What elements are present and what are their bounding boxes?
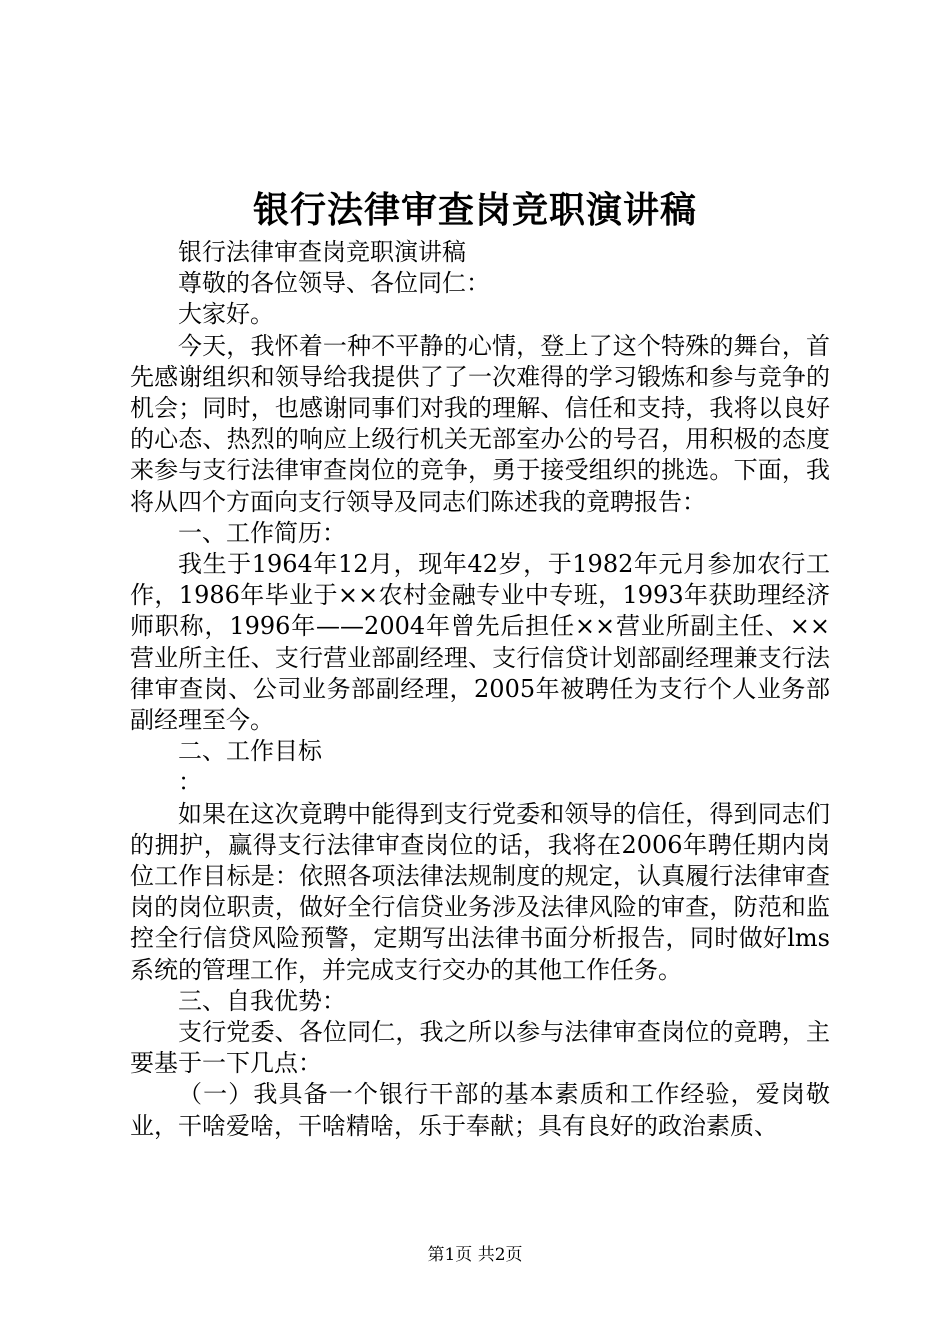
paragraph-subtitle: 银行法律审查岗竞职演讲稿 bbox=[178, 238, 466, 266]
paragraph-colon: ： bbox=[178, 768, 202, 797]
document-title: 银行法律审查岗竞职演讲稿 bbox=[252, 189, 697, 231]
paragraph-greeting: 大家好。 bbox=[178, 300, 274, 329]
paragraph-advantage-one: （一）我具备一个银行干部的基本素质和工作经验，爱岗敬业，干啥爱啥，干啥精啥，乐于奉献；具有良好的政治素质、 bbox=[130, 1080, 830, 1140]
paragraph-resume: 我生于1964年12月，现年42岁，于1982年元月参加农行工作，1986年毕业于××农村金融专业中专班，1993年获助理经济师职称，1996年——2004年曾先后担任××营业所副主任、××营业所主任、支行营业部副经理、支行信贷计划部副经理兼支行法律审查岗、公司业务部副经理，2005年被聘任为支行个人业务部副经理至今。 bbox=[130, 550, 830, 735]
paragraph-salutation: 尊敬的各位领导、各位同仁： bbox=[178, 269, 490, 298]
section-heading-advantages: 三、自我优势： bbox=[178, 986, 346, 1015]
section-heading-goals: 二、工作目标 bbox=[178, 737, 322, 766]
paragraph-intro: 今天，我怀着一种不平静的心情，登上了这个特殊的舞台，首先感谢组织和领导给我提供了了一次难得的学习锻炼和参与竞争的机会；同时，也感谢同事们对我的理解、信任和支持，我将以良好的心态、热烈的响应上级行机关无部室办公的号召，用积极的态度来参与支行法律审查岗位的竞争，勇于接受组织的挑选。下面，我将从四个方面向支行领导及同志们陈述我的竟聘报告： bbox=[130, 331, 830, 516]
document-body bbox=[130, 237, 830, 1142]
paragraph-goals: 如果在这次竟聘中能得到支行党委和领导的信任，得到同志们的拥护，赢得支行法律审查岗位的话，我将在2006年聘任期内岗位工作目标是：依照各项法律法规制度的规定，认真履行法律审查岗的岗位职责，做好全行信贷业务涉及法律风险的审查，防范和监控全行信贷风险预警，定期写出法律书面分析报告，同时做好lms系统的管理工作，并完成支行交办的其他工作任务。 bbox=[130, 799, 830, 984]
page-footer: 第1页 共2页 bbox=[427, 1245, 523, 1265]
section-heading-resume: 一、工作简历： bbox=[178, 518, 346, 547]
paragraph-advantages-intro: 支行党委、各位同仁，我之所以参与法律审查岗位的竟聘，主要基于一下几点： bbox=[130, 1018, 830, 1078]
